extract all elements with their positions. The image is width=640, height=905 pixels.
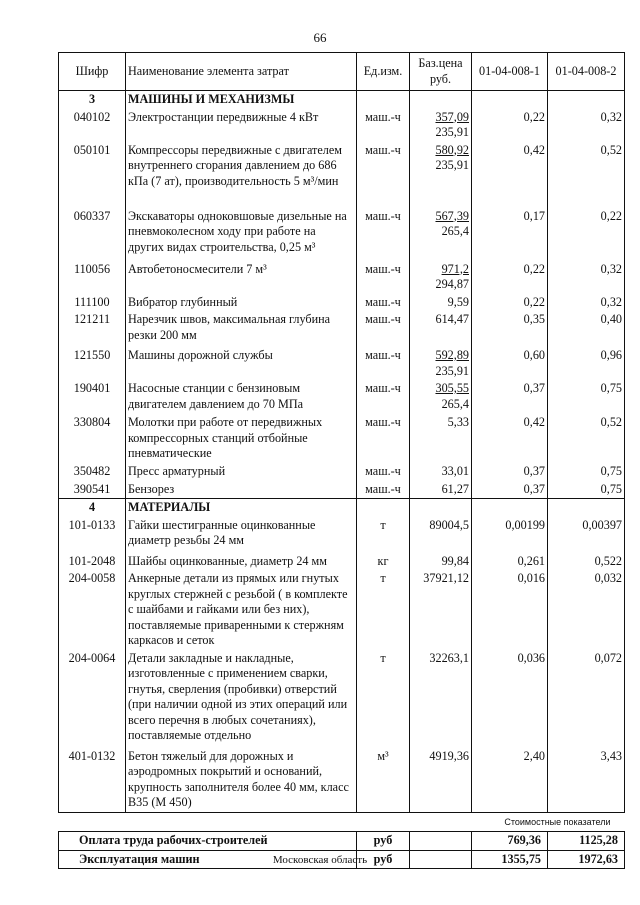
price-value: 592,89 — [435, 348, 469, 362]
table-row — [59, 208, 625, 261]
price-value: 305,55 — [435, 381, 469, 395]
row-price — [410, 380, 472, 414]
row-value-1: 0,00199 — [472, 517, 548, 553]
row-price — [410, 570, 472, 650]
row-unit: т — [357, 570, 410, 650]
row-price — [410, 748, 472, 813]
row-name: Шайбы оцинкованные, диаметр 24 мм — [126, 553, 357, 571]
price-value: 33,01 — [441, 464, 469, 478]
section-number: 4 — [59, 499, 126, 517]
price-value: 5,33 — [447, 415, 469, 429]
row-value-2: 0,032 — [548, 570, 625, 650]
empty-cell — [410, 91, 472, 109]
row-name: Компрессоры передвижные с двигателем внутреннего сгорания давлением до 686 кПа (7 ат), производительность 5 м³/мин — [126, 142, 357, 208]
row-unit: маш.-ч — [357, 142, 410, 208]
row-value-1: 0,37 — [472, 380, 548, 414]
empty-cell — [548, 91, 625, 109]
total-value-1: 769,36 — [472, 832, 548, 851]
row-name: Экскаваторы одноковшовые дизельные на пневмоколесном ходу при работе на других видах строительства, 0,25 м³ — [126, 208, 357, 261]
row-name: Бетон тяжелый для дорожных и аэродромных покрытий и оснований, крупность заполнителя более 40 мм, класс В35 (М 450) — [126, 748, 357, 813]
row-price — [410, 261, 472, 294]
row-code: 204-0064 — [59, 650, 126, 748]
empty-cell — [410, 832, 472, 851]
row-name: Молотки при работе от передвижных компрессорных станций отбойные пневматические — [126, 414, 357, 463]
total-value-2: 1972,63 — [548, 850, 625, 869]
total-unit: руб — [357, 832, 410, 851]
row-value-2: 0,00397 — [548, 517, 625, 553]
row-name: Вибратор глубинный — [126, 294, 357, 312]
row-value-2: 0,072 — [548, 650, 625, 748]
row-price — [410, 553, 472, 571]
empty-cell — [548, 499, 625, 517]
header-price-l1: Баз.цена — [418, 56, 463, 70]
row-value-2: 0,52 — [548, 414, 625, 463]
header-variant-1: 01-04-008-1 — [472, 53, 548, 91]
table-row — [59, 380, 625, 414]
row-price — [410, 414, 472, 463]
table-row — [59, 650, 625, 748]
empty-cell — [410, 499, 472, 517]
row-value-1: 0,35 — [472, 311, 548, 347]
row-value-1: 0,42 — [472, 414, 548, 463]
row-value-1: 0,42 — [472, 142, 548, 208]
row-name: Автобетоносмесители 7 м³ — [126, 261, 357, 294]
table-row — [59, 109, 625, 142]
row-value-2: 0,75 — [548, 481, 625, 499]
row-value-2: 0,52 — [548, 142, 625, 208]
row-name: Бензорез — [126, 481, 357, 499]
row-price — [410, 347, 472, 380]
row-value-2: 0,96 — [548, 347, 625, 380]
header-price — [410, 53, 472, 91]
row-value-2: 0,75 — [548, 380, 625, 414]
empty-cell — [472, 91, 548, 109]
row-code: 330804 — [59, 414, 126, 463]
row-unit: маш.-ч — [357, 463, 410, 481]
empty-cell — [357, 91, 410, 109]
row-code: 111100 — [59, 294, 126, 312]
table-row — [59, 481, 625, 499]
price-value: 567,39 — [435, 208, 469, 223]
row-value-1: 0,22 — [472, 109, 548, 142]
row-value-2: 0,75 — [548, 463, 625, 481]
row-code: 350482 — [59, 463, 126, 481]
row-value-2: 0,32 — [548, 109, 625, 142]
row-code: 040102 — [59, 109, 126, 142]
section-header — [59, 499, 625, 517]
row-price — [410, 208, 472, 261]
row-unit: маш.-ч — [357, 294, 410, 312]
table-header — [59, 53, 625, 91]
row-unit: кг — [357, 553, 410, 571]
price-secondary: 235,91 — [435, 363, 469, 378]
row-name: Насосные станции с бензиновым двигателем давлением до 70 МПа — [126, 380, 357, 414]
row-price — [410, 463, 472, 481]
price-secondary: 235,91 — [435, 125, 469, 139]
total-value-2: 1125,28 — [548, 832, 625, 851]
row-code: 101-0133 — [59, 517, 126, 553]
header-unit: Ед.изм. — [357, 53, 410, 91]
row-unit: маш.-ч — [357, 347, 410, 380]
row-price — [410, 294, 472, 312]
page-number: 66 — [313, 30, 327, 45]
total-label: Эксплуатация машин — [59, 850, 357, 869]
row-value-2: 0,40 — [548, 311, 625, 347]
total-value-1: 1355,75 — [472, 850, 548, 869]
cost-table — [58, 52, 625, 869]
empty-cell — [472, 499, 548, 517]
row-name: Электростанции передвижные 4 кВт — [126, 109, 357, 142]
price-value: 61,27 — [441, 481, 469, 496]
table-row — [59, 748, 625, 813]
section-title: МАТЕРИАЛЫ — [126, 499, 357, 517]
row-unit: маш.-ч — [357, 208, 410, 261]
row-unit: маш.-ч — [357, 261, 410, 294]
table-row — [59, 414, 625, 463]
price-value: 971,2 — [441, 261, 469, 276]
table-row — [59, 347, 625, 380]
row-code: 050101 — [59, 142, 126, 208]
row-value-1: 0,37 — [472, 481, 548, 499]
total-unit: руб — [357, 850, 410, 869]
table-row — [59, 463, 625, 481]
row-value-2: 3,43 — [548, 748, 625, 813]
row-value-2: 0,522 — [548, 553, 625, 571]
row-name: Анкерные детали из прямых или гнутых круглых стержней с резьбой ( в комплекте с шайбами и гайками или без них), поставляемые приваренными к стержням каркасов и сеток — [126, 570, 357, 650]
table-row — [59, 517, 625, 553]
row-value-1: 0,60 — [472, 347, 548, 380]
cost-indicators-row — [59, 812, 625, 832]
row-code: 204-0058 — [59, 570, 126, 650]
row-price — [410, 481, 472, 499]
row-value-1: 0,036 — [472, 650, 548, 748]
row-value-1: 0,261 — [472, 553, 548, 571]
price-secondary: 294,87 — [435, 277, 469, 291]
row-unit: т — [357, 517, 410, 553]
price-secondary: 265,4 — [441, 224, 469, 238]
empty-cell — [357, 499, 410, 517]
row-price — [410, 650, 472, 748]
row-value-2: 0,32 — [548, 294, 625, 312]
price-value: 32263,1 — [429, 650, 469, 665]
row-value-1: 0,22 — [472, 294, 548, 312]
table-row — [59, 553, 625, 571]
row-value-1: 2,40 — [472, 748, 548, 813]
price-value: 37921,12 — [423, 571, 469, 585]
table-row — [59, 261, 625, 294]
row-code: 110056 — [59, 261, 126, 294]
total-label: Оплата труда рабочих-строителей — [59, 832, 357, 851]
table-row — [59, 142, 625, 208]
price-value: 614,47 — [435, 312, 469, 326]
row-name: Пресс арматурный — [126, 463, 357, 481]
table-row — [59, 294, 625, 312]
row-unit: м³ — [357, 748, 410, 813]
row-unit: маш.-ч — [357, 109, 410, 142]
row-unit: маш.-ч — [357, 311, 410, 347]
header-price-l2: руб. — [429, 71, 452, 86]
row-code: 101-2048 — [59, 553, 126, 571]
row-value-1: 0,22 — [472, 261, 548, 294]
row-value-1: 0,37 — [472, 463, 548, 481]
row-value-1: 0,17 — [472, 208, 548, 261]
row-value-1: 0,016 — [472, 570, 548, 650]
row-name: Детали закладные и накладные, изготовленные с применением сварки, гнутья, сверления (пробивки) отверстий (при наличии одной из этих операций или всего перечня в любых сочетаниях), поставляемые отдельно — [126, 650, 357, 748]
header-variant-2: 01-04-008-2 — [548, 53, 625, 91]
row-value-2: 0,32 — [548, 261, 625, 294]
table-row — [59, 570, 625, 650]
section-number: 3 — [59, 91, 126, 109]
row-code: 060337 — [59, 208, 126, 261]
row-price — [410, 517, 472, 553]
row-value-2: 0,22 — [548, 208, 625, 261]
row-code: 121211 — [59, 311, 126, 347]
row-code: 401-0132 — [59, 748, 126, 813]
row-name: Гайки шестигранные оцинкованные диаметр резьбы 24 мм — [126, 517, 357, 553]
price-value: 4919,36 — [429, 748, 469, 763]
row-unit: маш.-ч — [357, 414, 410, 463]
section-header — [59, 91, 625, 109]
section-title: МАШИНЫ И МЕХАНИЗМЫ — [126, 91, 357, 109]
row-name: Нарезчик швов, максимальная глубина резки 200 мм — [126, 311, 357, 347]
row-code: 390541 — [59, 481, 126, 499]
header-code: Шифр — [59, 53, 126, 91]
row-price — [410, 311, 472, 347]
cost-indicators-label: Стоимостные показатели — [59, 812, 625, 832]
row-price — [410, 142, 472, 208]
price-value: 9,59 — [447, 294, 469, 309]
row-code: 121550 — [59, 347, 126, 380]
header-name: Наименование элемента затрат — [126, 53, 357, 91]
price-value: 357,09 — [435, 109, 469, 124]
footer-region: Московская область — [272, 854, 368, 866]
row-unit: маш.-ч — [357, 481, 410, 499]
price-value: 99,84 — [441, 553, 469, 568]
price-value: 580,92 — [435, 142, 469, 157]
row-name: Машины дорожной службы — [126, 347, 357, 380]
row-unit: т — [357, 650, 410, 748]
price-secondary: 235,91 — [435, 158, 469, 172]
price-secondary: 265,4 — [441, 396, 469, 411]
table-row — [59, 311, 625, 347]
row-code: 190401 — [59, 380, 126, 414]
row-price — [410, 109, 472, 142]
price-value: 89004,5 — [429, 517, 469, 532]
row-unit: маш.-ч — [357, 380, 410, 414]
total-row — [59, 832, 625, 851]
